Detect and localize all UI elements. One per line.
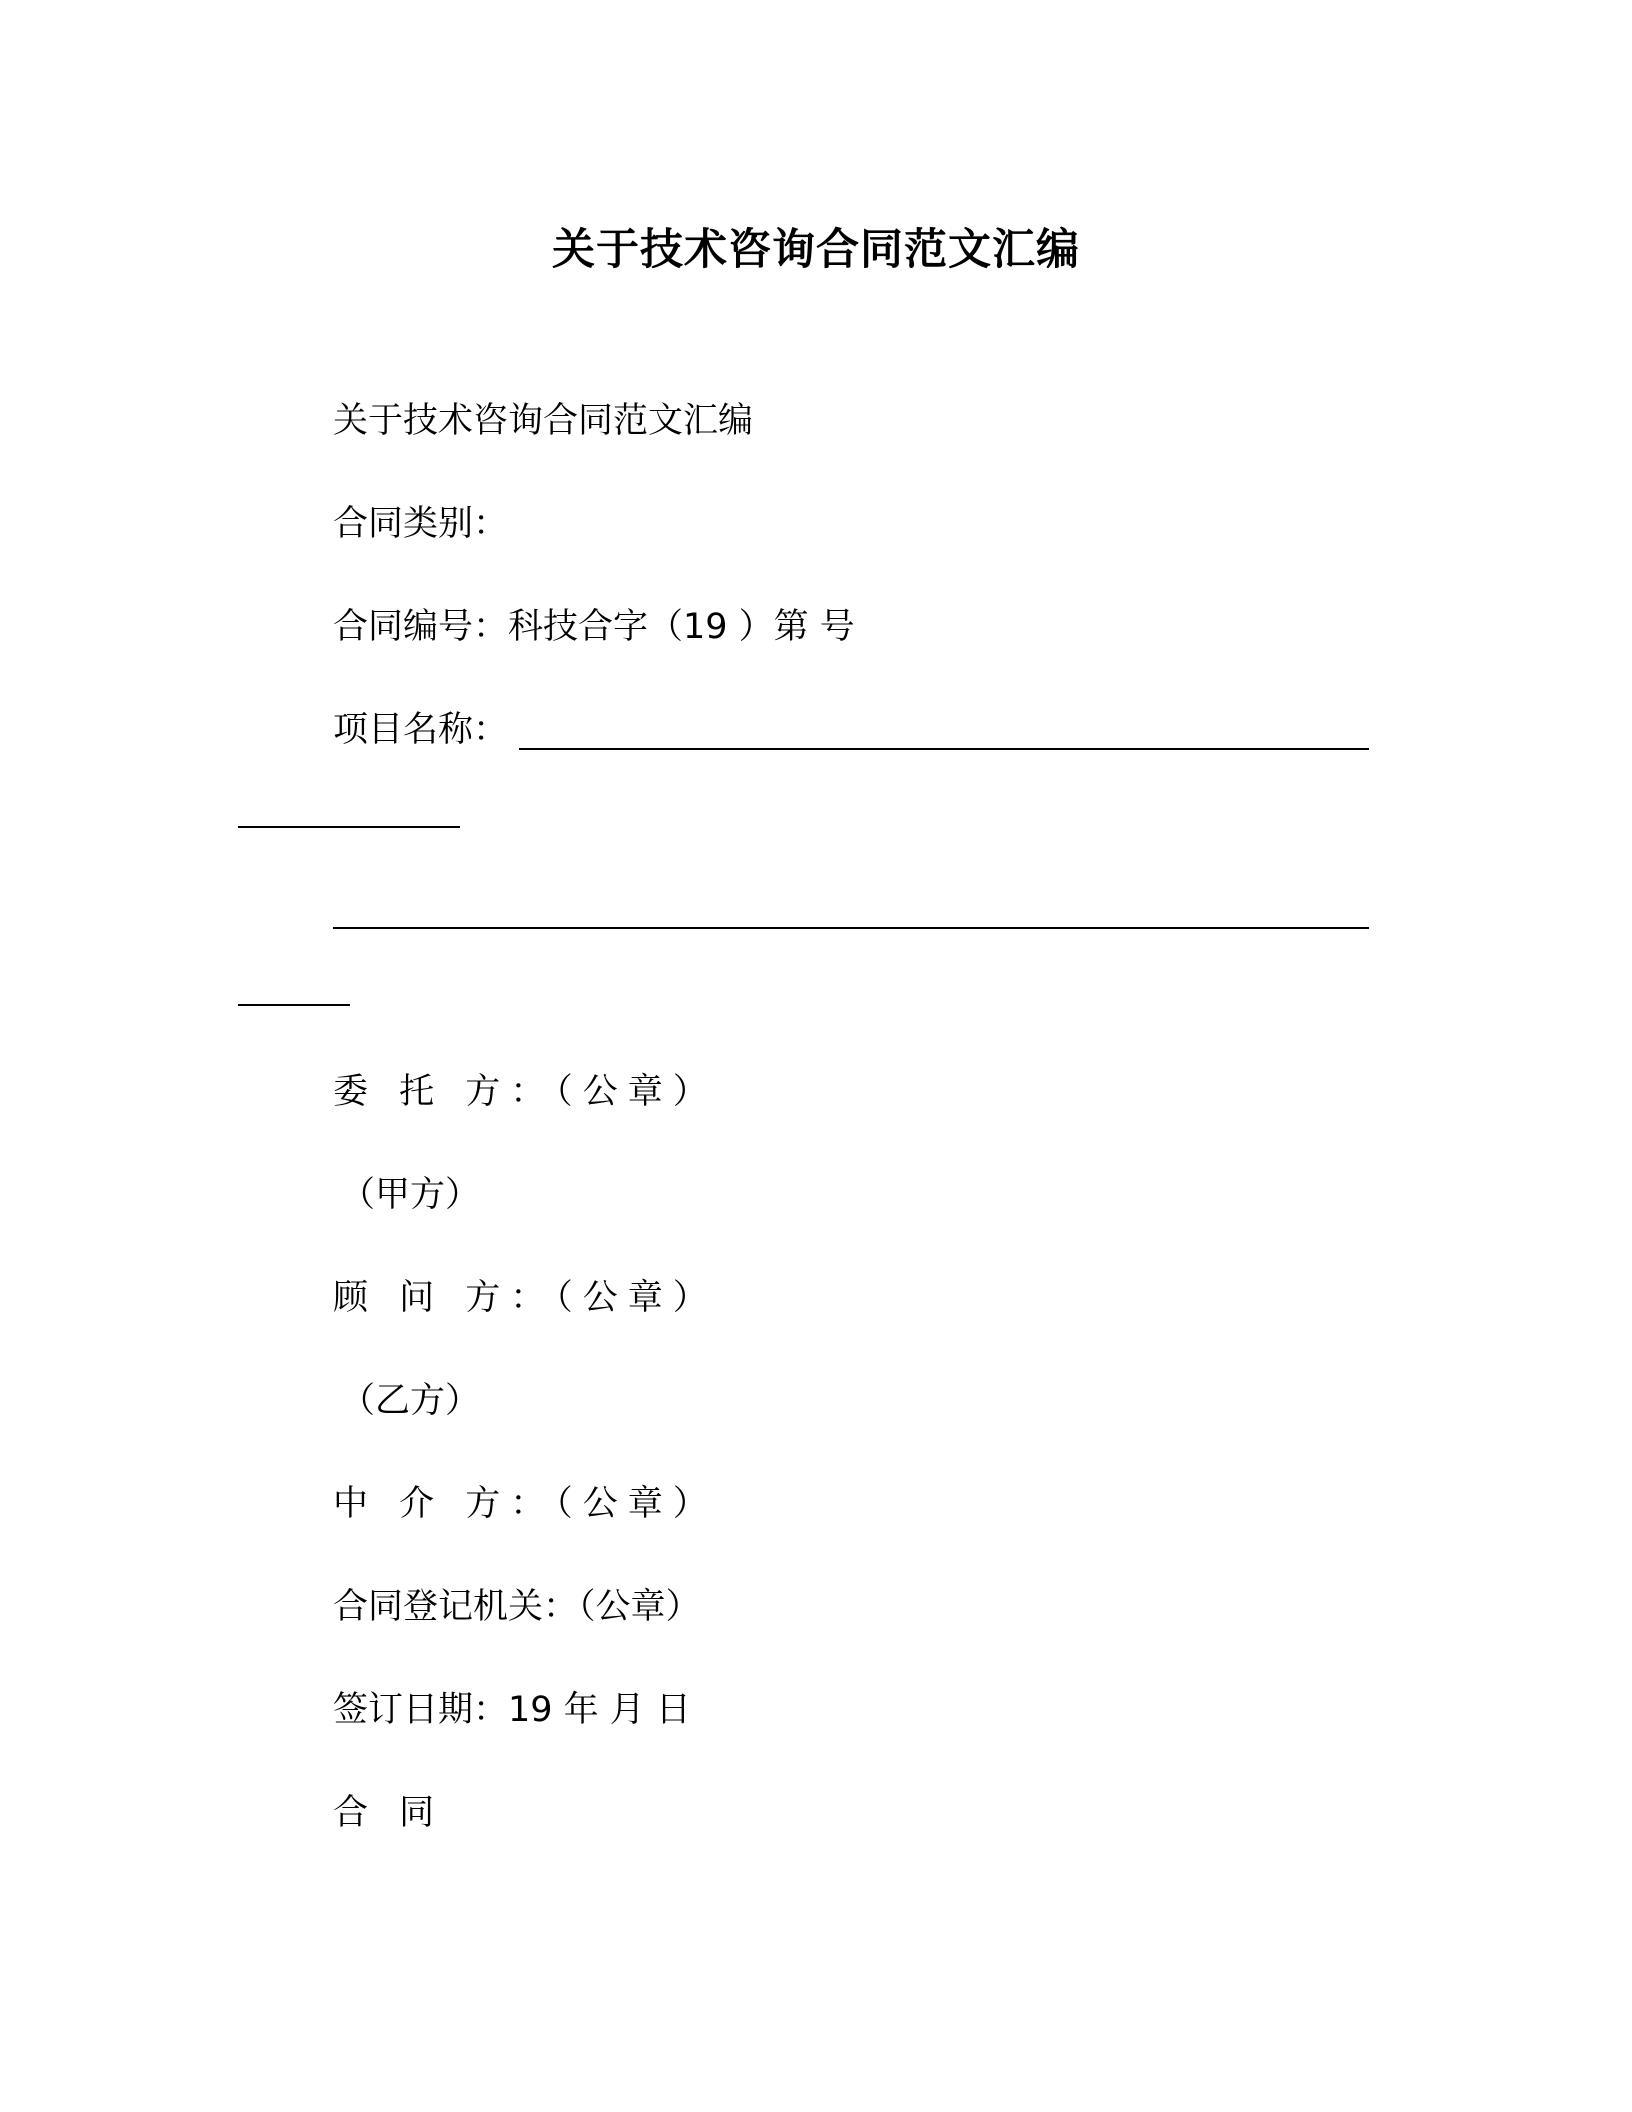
consultant-line: 顾 问 方：（公章） [333,1278,718,1318]
document-subtitle: 关于技术咨询合同范文汇编 [333,401,754,441]
document-title: 关于技术咨询合同范文汇编 [552,225,1080,275]
party-b-line: （乙方） [340,1381,481,1421]
contract-heading: 合 同 [333,1793,445,1833]
blank-line-continuation [238,1004,350,1006]
contract-number-line: 合同编号：科技合字（19 ）第 号 [333,607,855,647]
project-name-blank-continuation [238,826,460,828]
party-a-line: （甲方） [340,1175,481,1215]
blank-line [333,927,1369,929]
signing-date-line: 签订日期：19 年 月 日 [333,1690,691,1730]
contract-category-line: 合同类别： [333,504,509,544]
intermediary-line: 中 介 方：（公章） [333,1484,718,1524]
registration-authority-line: 合同登记机关：（公章） [333,1587,701,1627]
project-name-label: 项目名称： [333,710,509,750]
client-line: 委 托 方：（公章） [333,1072,718,1112]
project-name-blank-line [519,748,1369,750]
